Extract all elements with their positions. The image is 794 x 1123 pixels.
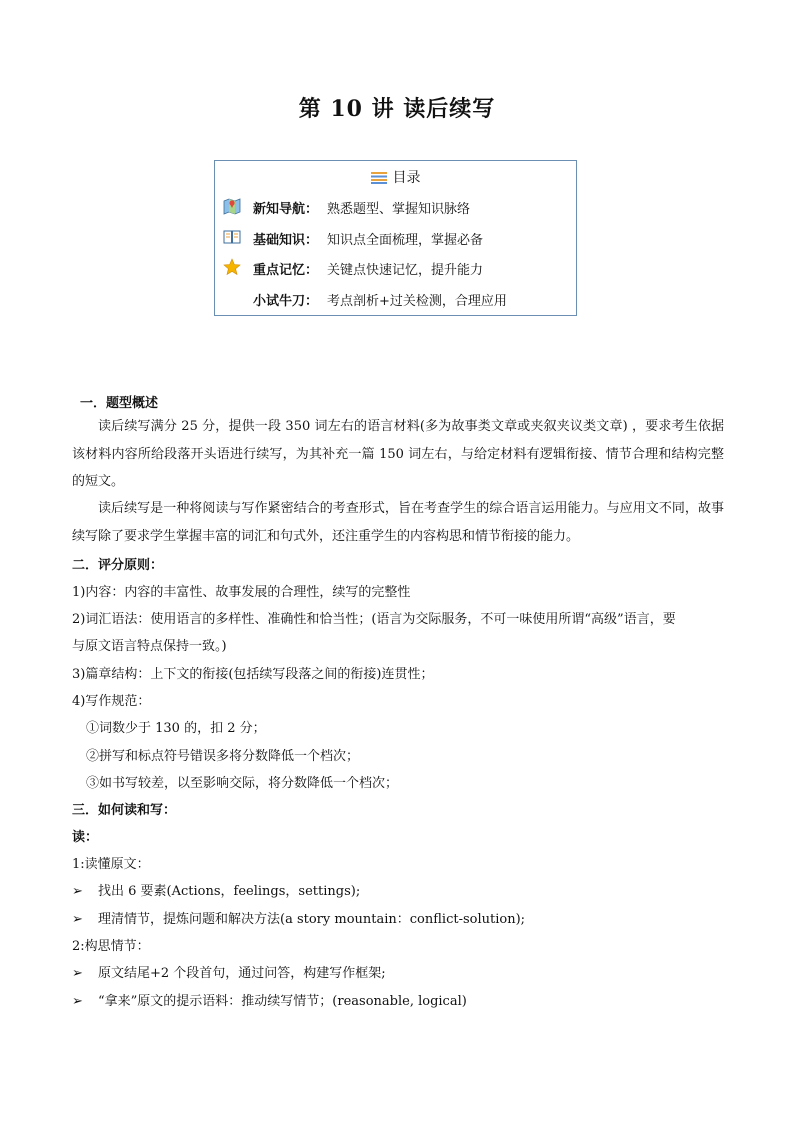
page-title: 第 10 讲 读后续写 <box>298 96 496 122</box>
table-of-contents <box>214 160 577 316</box>
scoring-item-norms: 4)写作规范： <box>72 694 151 709</box>
section-heading-scoring: 二．评分原则： <box>72 558 164 573</box>
toc-item-text: 关键点快速记忆，提升能力 <box>327 263 484 278</box>
arrow-bullet-icon: ➢ <box>72 966 83 981</box>
list-item <box>72 908 525 927</box>
norms-sub-item-3: ③如书写较差，以至影响交际，将分数降低一个档次； <box>86 776 399 791</box>
list-item <box>72 962 386 981</box>
list-icon <box>371 172 387 184</box>
toc-item-label: 小试牛刀： <box>253 294 319 309</box>
map-icon <box>223 197 241 215</box>
toc-item-label: 新知导航： <box>253 202 319 217</box>
list-item <box>72 880 360 899</box>
toc-item-label: 重点记忆： <box>253 263 319 278</box>
scoring-item-vocab-cont: 与原文语言特点保持一致。) <box>72 639 227 654</box>
read-label: 读： <box>72 830 99 845</box>
star-icon <box>223 258 241 276</box>
book-icon <box>223 228 241 246</box>
section-heading-overview: 一．题型概述 <box>80 396 159 411</box>
scoring-item-vocab: 2)词汇语法：使用语言的多样性、准确性和恰当性；(语言为交际服务，不可一味使用所谓“高级”语言，要 <box>72 612 676 627</box>
scoring-item-structure: 3)篇章结构：上下文的衔接(包括续写段落之间的衔接)连贯性； <box>72 667 434 682</box>
list-item-text: “拿来”原文的提示语料：推动续写情节；(reasonable, logical) <box>98 994 467 1009</box>
overview-paragraph-1: 读后续写满分 25 分，提供一段 350 词左右的语言材料(多为故事类文章或夹叙夹议类文章) ，要求考生依据该材料内容所给段落开头语进行续写，为其补充一篇 150 词左右，与给定材料有逻辑衔接、情节合理和结构完整的短文。 <box>72 419 724 489</box>
list-item-text: 找出 6 要素(Actions，feelings，settings); <box>98 884 361 899</box>
step-understand: 1:读懂原文： <box>72 857 150 872</box>
step-plot: 2:构思情节： <box>72 939 150 954</box>
arrow-bullet-icon: ➢ <box>72 912 83 927</box>
toc-heading-text: 目录 <box>392 170 421 186</box>
list-item-text: 原文结尾+2 个段首句，通过问答，构建写作框架; <box>98 966 386 981</box>
toc-item-text: 考点剖析+过关检测，合理应用 <box>327 294 507 309</box>
toc-heading <box>215 167 576 187</box>
norms-sub-item-1: ①词数少于 130 的，扣 2 分； <box>86 721 266 736</box>
scoring-item-content: 1)内容：内容的丰富性、故事发展的合理性，续写的完整性 <box>72 585 411 600</box>
norms-sub-item-2: ②拼写和标点符号错误多将分数降低一个档次； <box>86 749 360 764</box>
toc-item-text: 熟悉题型、掌握知识脉络 <box>327 202 471 217</box>
list-item <box>72 990 467 1009</box>
overview-paragraph-2: 读后续写是一种将阅读与写作紧密结合的考查形式，旨在考查学生的综合语言运用能力。与应用文不同，故事续写除了要求学生掌握丰富的词汇和句式外，还注重学生的内容构思和情节衔接的能力。 <box>72 501 724 544</box>
section-heading-how-to: 三．如何读和写： <box>72 803 177 818</box>
arrow-bullet-icon: ➢ <box>72 884 83 899</box>
toc-item-text: 知识点全面梳理，掌握必备 <box>327 233 484 248</box>
toc-item-label: 基础知识： <box>253 233 319 248</box>
arrow-bullet-icon: ➢ <box>72 994 83 1009</box>
list-item-text: 理清情节，提炼问题和解决方法(a story mountain：conflict-solution); <box>98 912 526 927</box>
